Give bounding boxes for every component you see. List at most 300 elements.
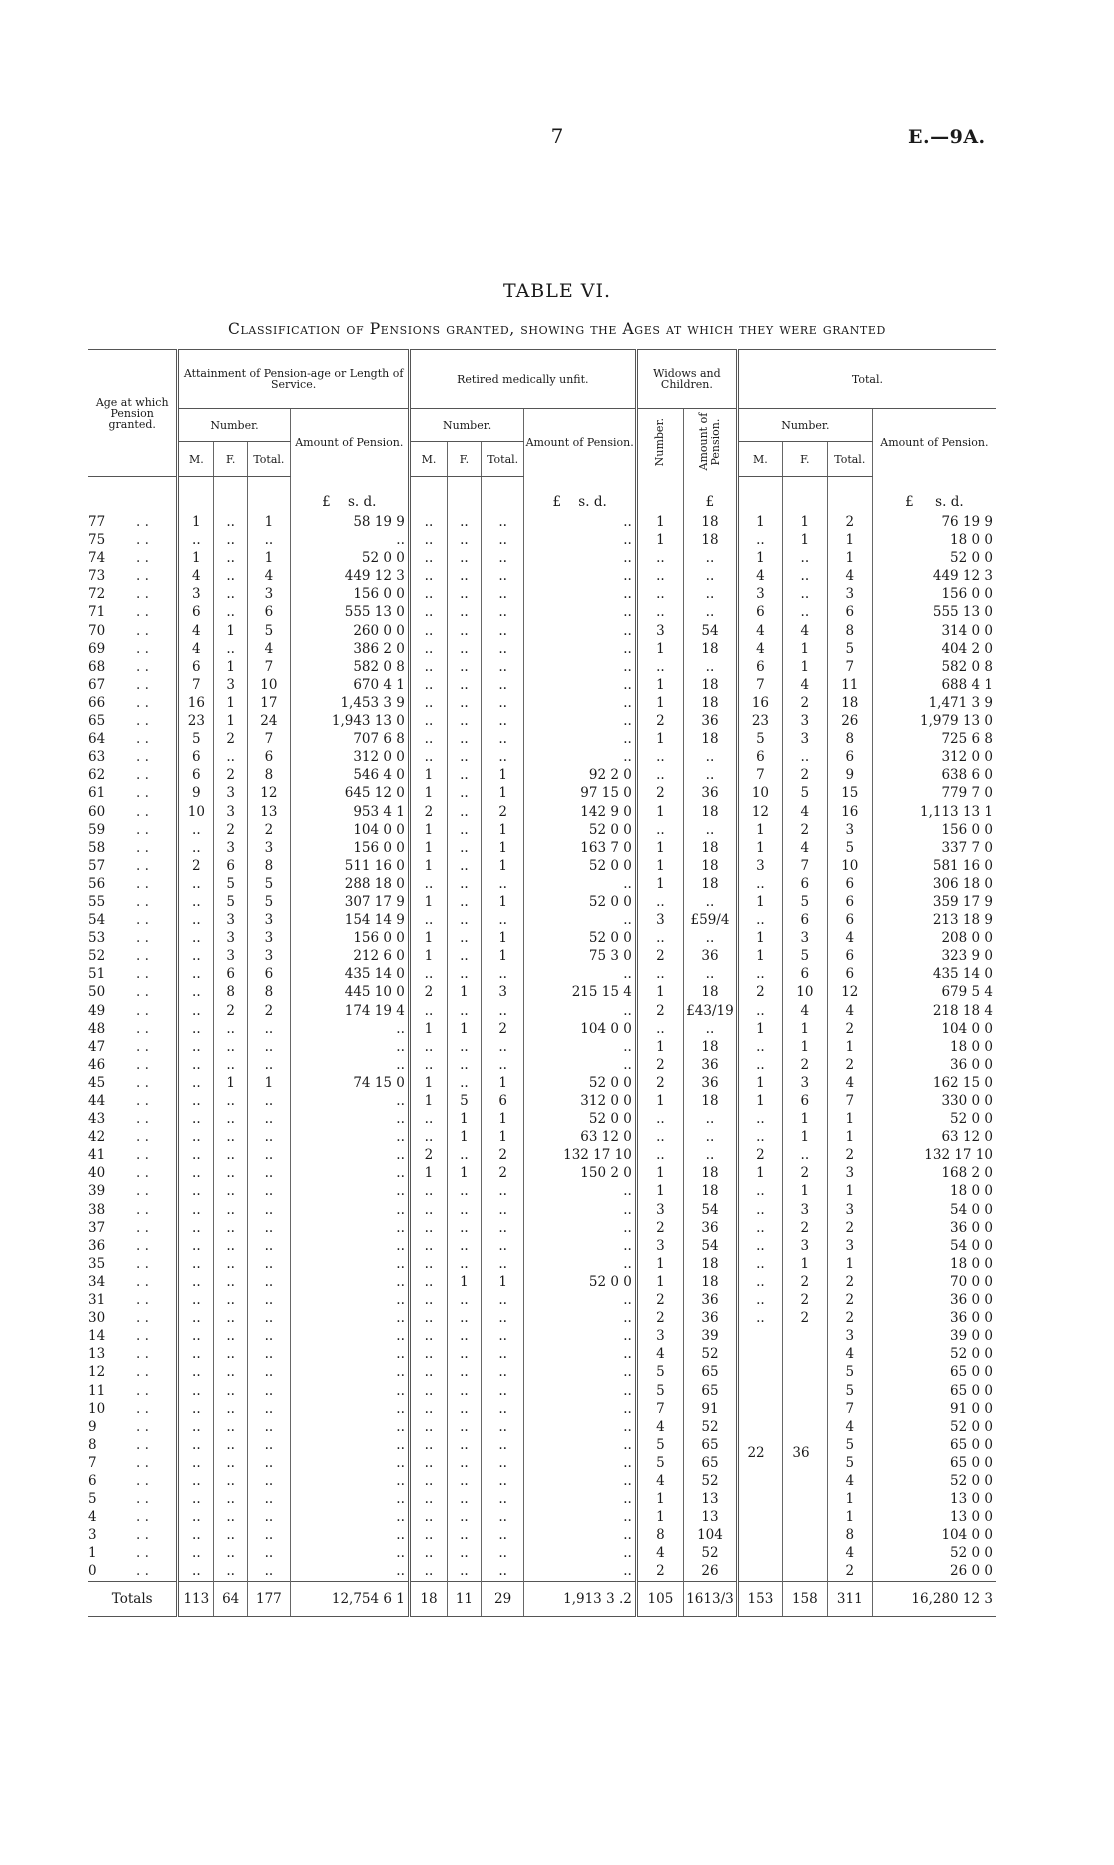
table-cell: 1	[481, 929, 524, 947]
table-cell: 1	[636, 1092, 683, 1110]
table-row	[88, 965, 996, 983]
table-cell: ..	[214, 1309, 248, 1327]
table-cell: ..	[248, 1327, 291, 1345]
table-cell: ..	[481, 1363, 524, 1381]
table-cell: ..	[481, 1418, 524, 1436]
table-row	[88, 1056, 996, 1074]
table-cell: 4	[827, 1074, 872, 1092]
table-cell: ..	[178, 1273, 214, 1291]
table-cell: 36	[684, 1309, 738, 1327]
table-cell: 3	[214, 784, 248, 802]
table-cell: 1	[827, 1490, 872, 1508]
table-cell: 10	[782, 983, 827, 1001]
table-cell: 1	[409, 893, 447, 911]
table-cell: ..	[684, 766, 738, 784]
table-cell: 2	[827, 1309, 872, 1327]
table-row	[88, 1382, 996, 1400]
total-f-header: F.	[782, 442, 827, 477]
table-row	[88, 1038, 996, 1056]
table-cell: 12	[248, 784, 291, 802]
table-cell: 1,453 3 9	[290, 694, 409, 712]
table-cell: 4	[737, 622, 782, 640]
table-cell: 1	[782, 640, 827, 658]
table-cell: 1	[448, 1164, 482, 1182]
table-cell: ..	[214, 1128, 248, 1146]
table-cell: 2	[782, 766, 827, 784]
table-cell: 36 0 0	[950, 1056, 993, 1073]
table-cell: 2	[827, 1219, 872, 1237]
table-cell: 6	[214, 965, 248, 983]
table-cell: 75 3 0	[524, 947, 636, 965]
totals-cell: 105	[636, 1581, 683, 1616]
table-cell: ..	[737, 1255, 782, 1273]
table-cell: ..	[290, 1345, 409, 1363]
table-cell: 3	[481, 983, 524, 1001]
table-cell: ..	[448, 1309, 482, 1327]
table-cell: ..	[448, 1038, 482, 1056]
table-cell: ..	[636, 549, 683, 567]
table-cell: ..	[248, 1490, 291, 1508]
table-cell: ..	[248, 1146, 291, 1164]
table-cell: 8	[248, 766, 291, 784]
table-cell: 18	[684, 1092, 738, 1110]
table-cell: ..	[409, 585, 447, 603]
table-cell: 6	[248, 748, 291, 766]
table-cell: 65	[684, 1382, 738, 1400]
table-cell: 3	[827, 821, 872, 839]
table-row	[88, 821, 996, 839]
table-cell: 2	[827, 1273, 872, 1291]
table-cell: ..	[214, 1201, 248, 1219]
table-cell: 1	[737, 893, 782, 911]
table-cell: 156 0 0	[290, 839, 409, 857]
table-cell: ..	[290, 1291, 409, 1309]
table-cell: 3	[782, 730, 827, 748]
table-row	[88, 1164, 996, 1182]
table-cell: 555 13 0	[932, 604, 993, 621]
table-cell	[737, 1562, 782, 1581]
table-cell: 150 2 0	[524, 1164, 636, 1182]
table-cell: ..	[409, 1562, 447, 1581]
table-cell	[782, 1526, 827, 1544]
table-cell: ..	[214, 549, 248, 567]
table-cell: ..	[684, 549, 738, 567]
age-cell: 52 . .	[88, 947, 178, 965]
table-row	[88, 1345, 996, 1363]
table-cell: ..	[290, 1219, 409, 1237]
table-cell	[737, 1345, 782, 1363]
table-cell: ..	[524, 712, 636, 730]
table-cell: 1	[636, 531, 683, 549]
table-cell: 4	[782, 622, 827, 640]
table-cell: 5	[827, 1436, 872, 1454]
table-cell: 18	[684, 640, 738, 658]
table-cell: ..	[409, 1110, 447, 1128]
table-cell: ..	[636, 1020, 683, 1038]
table-cell: ..	[214, 1508, 248, 1526]
table-cell: 2	[827, 1056, 872, 1074]
table-cell: ..	[481, 622, 524, 640]
table-cell: 52	[684, 1544, 738, 1562]
table-cell: 3	[827, 585, 872, 603]
table-cell: 91	[684, 1400, 738, 1418]
table-cell: ..	[178, 965, 214, 983]
table-cell: ..	[448, 694, 482, 712]
table-cell: ..	[684, 567, 738, 585]
table-cell: ..	[409, 531, 447, 549]
age-cell: 4 . .	[88, 1508, 178, 1526]
table-cell: 4	[737, 567, 782, 585]
table-row	[88, 513, 996, 531]
table-cell: ..	[737, 1291, 782, 1309]
table-row	[88, 784, 996, 802]
table-cell: ..	[782, 567, 827, 585]
table-cell: 1	[782, 1255, 827, 1273]
table-cell: 1	[782, 1182, 827, 1200]
table-cell: 7	[248, 658, 291, 676]
table-cell: ..	[448, 1201, 482, 1219]
table-cell: 2	[737, 1146, 782, 1164]
age-cell: 72 . .	[88, 585, 178, 603]
table-row	[88, 567, 996, 585]
table-cell: ..	[481, 1237, 524, 1255]
table-cell: 2	[827, 513, 872, 531]
table-cell	[782, 1472, 827, 1490]
table-cell: ..	[178, 1472, 214, 1490]
table-cell: 52	[684, 1418, 738, 1436]
table-cell: 9	[827, 766, 872, 784]
table-cell: ..	[409, 1436, 447, 1454]
totals-cell: 1,913 3 .2	[524, 1581, 636, 1616]
table-cell: ..	[684, 1020, 738, 1038]
table-cell: 6	[178, 658, 214, 676]
table-cell: ..	[409, 1327, 447, 1345]
table-cell: 218 18 4	[932, 1002, 993, 1019]
table-cell: 5	[782, 784, 827, 802]
table-cell: ..	[214, 1219, 248, 1237]
age-cell: 41 . .	[88, 1146, 178, 1164]
table-cell: ..	[290, 1418, 409, 1436]
table-body	[88, 477, 996, 1582]
total-m-header: M.	[737, 442, 782, 477]
table-cell: 4	[636, 1472, 683, 1490]
table-cell: 1	[782, 1020, 827, 1038]
table-cell: 312 0 0	[290, 748, 409, 766]
table-cell: 52 0 0	[524, 893, 636, 911]
table-cell: ..	[524, 531, 636, 549]
table-cell: ..	[448, 1363, 482, 1381]
age-cell: 45 . .	[88, 1074, 178, 1092]
table-cell: 18	[684, 730, 738, 748]
table-cell: ..	[248, 1526, 291, 1544]
table-cell: ..	[214, 513, 248, 531]
table-cell: 1	[737, 1020, 782, 1038]
table-cell: ..	[178, 1182, 214, 1200]
table-cell: 4	[827, 1472, 872, 1490]
total-number-header: Number.	[737, 409, 872, 442]
table-cell: 6	[782, 911, 827, 929]
table-cell: ..	[524, 549, 636, 567]
table-cell: ..	[290, 1562, 409, 1581]
table-cell: 1	[636, 1038, 683, 1056]
table-cell: 65 0 0	[950, 1382, 993, 1399]
table-cell: 63 12 0	[941, 1129, 993, 1146]
table-cell: ..	[248, 1056, 291, 1074]
table-row	[88, 1092, 996, 1110]
table-cell: 2	[782, 821, 827, 839]
table-cell: 4	[782, 803, 827, 821]
table-cell: 1	[636, 1490, 683, 1508]
table-cell: ..	[481, 712, 524, 730]
table-cell: ..	[481, 911, 524, 929]
table-cell: 2	[737, 983, 782, 1001]
table-cell: 312 0 0	[524, 1092, 636, 1110]
table-cell: 312 0 0	[941, 749, 993, 766]
table-cell: ..	[636, 929, 683, 947]
table-row	[88, 531, 996, 549]
table-cell: ..	[290, 1164, 409, 1182]
table-cell: ..	[737, 1056, 782, 1074]
totals-cell: 158	[782, 1581, 827, 1616]
table-cell: 707 6 8	[290, 730, 409, 748]
table-cell	[782, 1382, 827, 1400]
table-cell: 17	[248, 694, 291, 712]
table-cell: 5	[248, 875, 291, 893]
table-row	[88, 622, 996, 640]
age-cell: 48 . .	[88, 1020, 178, 1038]
table-cell: ..	[684, 585, 738, 603]
age-cell: 30 . .	[88, 1309, 178, 1327]
bracket-f-value: 36	[792, 1445, 810, 1462]
table-cell: 3	[782, 929, 827, 947]
table-cell: ..	[409, 1291, 447, 1309]
table-cell: ..	[448, 1056, 482, 1074]
age-cell: 57 . .	[88, 857, 178, 875]
table-cell: 1	[409, 784, 447, 802]
table-cell: ..	[409, 1128, 447, 1146]
table-cell: 52 0 0	[524, 1074, 636, 1092]
table-cell: 1	[827, 1128, 872, 1146]
table-cell: 4	[248, 567, 291, 585]
table-cell: 36	[684, 784, 738, 802]
table-cell: ..	[409, 640, 447, 658]
table-cell: 8	[214, 983, 248, 1001]
table-cell: 1	[636, 1255, 683, 1273]
table-cell: ..	[178, 1562, 214, 1581]
table-cell: ..	[636, 965, 683, 983]
table-cell: ..	[178, 1128, 214, 1146]
table-cell: 4	[178, 622, 214, 640]
table-cell: ..	[178, 983, 214, 1001]
table-cell: 6	[827, 748, 872, 766]
table-row	[88, 1363, 996, 1381]
age-cell: 47 . .	[88, 1038, 178, 1056]
table-cell: ..	[481, 1309, 524, 1327]
table-cell: ..	[636, 766, 683, 784]
table-cell: 36	[684, 712, 738, 730]
table-cell: 168 2 0	[941, 1165, 993, 1182]
table-cell: ..	[214, 1363, 248, 1381]
table-cell: 2	[782, 1291, 827, 1309]
table-cell: ..	[409, 658, 447, 676]
age-cell: 54 . .	[88, 911, 178, 929]
table-cell: ..	[214, 1255, 248, 1273]
table-cell: ..	[214, 1436, 248, 1454]
table-cell: ..	[481, 585, 524, 603]
table-cell: 6	[737, 748, 782, 766]
table-cell: ..	[448, 1327, 482, 1345]
table-cell: ..	[448, 748, 482, 766]
table-cell: 18 0 0	[950, 1183, 993, 1200]
table-cell: 26 0 0	[950, 1563, 993, 1580]
table-cell: ..	[481, 567, 524, 585]
table-cell: 8	[827, 730, 872, 748]
table-cell: ..	[782, 748, 827, 766]
table-cell: 1	[481, 947, 524, 965]
table-cell: 36	[684, 947, 738, 965]
table-cell: 1	[737, 549, 782, 567]
table-cell: ..	[448, 567, 482, 585]
age-cell: 6 . .	[88, 1472, 178, 1490]
age-cell: 71 . .	[88, 603, 178, 621]
table-cell: 2	[636, 1056, 683, 1074]
table-cell: 3	[827, 1201, 872, 1219]
table-cell: ..	[178, 1038, 214, 1056]
table-cell: 70 0 0	[950, 1273, 993, 1290]
table-cell: ..	[214, 1182, 248, 1200]
table-cell: 13 0 0	[950, 1491, 993, 1508]
table-cell: 449 12 3	[932, 568, 993, 585]
table-cell: ..	[448, 1219, 482, 1237]
table-cell: ..	[524, 1382, 636, 1400]
table-cell: 2	[636, 947, 683, 965]
table-cell: ..	[214, 1291, 248, 1309]
table-cell: 52	[684, 1472, 738, 1490]
table-cell: ..	[409, 1400, 447, 1418]
table-cell: ..	[409, 911, 447, 929]
table-cell: 2	[636, 1562, 683, 1581]
table-cell: ..	[290, 1309, 409, 1327]
table-cell: ..	[409, 1182, 447, 1200]
table-cell: ..	[248, 1038, 291, 1056]
table-cell: ..	[178, 1255, 214, 1273]
table-cell: ..	[290, 1454, 409, 1472]
table-cell: 6	[827, 911, 872, 929]
table-cell: 18	[684, 983, 738, 1001]
table-cell: ..	[409, 676, 447, 694]
table-row	[88, 1490, 996, 1508]
totals-row	[88, 1581, 996, 1616]
total-group-header: Total.	[737, 350, 996, 409]
table-cell	[782, 1345, 827, 1363]
table-cell: 3	[248, 585, 291, 603]
table-cell: 52 0 0	[290, 549, 409, 567]
table-cell: ..	[636, 567, 683, 585]
table-cell: 2	[636, 1309, 683, 1327]
table-row	[88, 1544, 996, 1562]
age-cell: 14 . .	[88, 1327, 178, 1345]
table-cell: 104	[684, 1526, 738, 1544]
table-cell: 5	[827, 1382, 872, 1400]
table-cell: 3	[636, 1327, 683, 1345]
table-cell: ..	[448, 1436, 482, 1454]
table-cell: 18	[684, 1182, 738, 1200]
retired-units: £ s. d.	[524, 491, 636, 513]
table-row	[88, 983, 996, 1001]
table-cell	[737, 1472, 782, 1490]
table-cell: 2	[782, 1219, 827, 1237]
table-cell: ..	[290, 1544, 409, 1562]
table-cell: 3	[636, 1201, 683, 1219]
table-cell: 5	[782, 893, 827, 911]
table-cell: ..	[684, 603, 738, 621]
table-cell: ..	[214, 1454, 248, 1472]
age-cell: 37 . .	[88, 1219, 178, 1237]
table-cell: 65 0 0	[950, 1454, 993, 1471]
table-cell: 511 16 0	[290, 857, 409, 875]
table-cell: ..	[448, 1400, 482, 1418]
retired-m-header: M.	[409, 442, 447, 477]
table-cell: 52 0 0	[950, 1545, 993, 1562]
table-cell: ..	[524, 694, 636, 712]
table-cell: 1	[481, 893, 524, 911]
table-cell: ..	[248, 1544, 291, 1562]
table-cell: 1	[214, 658, 248, 676]
table-cell: 779 7 0	[941, 785, 993, 802]
table-row	[88, 875, 996, 893]
table-cell: 6	[782, 875, 827, 893]
table-cell: 12	[827, 983, 872, 1001]
table-cell: ..	[782, 585, 827, 603]
table-cell: 3	[248, 947, 291, 965]
table-cell: ..	[178, 1201, 214, 1219]
table-cell: 3	[782, 1237, 827, 1255]
table-cell: 5	[636, 1436, 683, 1454]
table-cell: 1	[782, 513, 827, 531]
table-footer	[88, 1581, 996, 1616]
table-cell: 5	[636, 1382, 683, 1400]
attainment-m-header: M.	[178, 442, 214, 477]
table-cell: 6	[782, 965, 827, 983]
totals-cell: 64	[214, 1581, 248, 1616]
table-cell: ..	[214, 603, 248, 621]
table-cell: 7	[248, 730, 291, 748]
table-cell: ..	[214, 640, 248, 658]
table-cell: 54 0 0	[950, 1201, 993, 1218]
table-cell: 1	[636, 676, 683, 694]
table-cell: 26	[684, 1562, 738, 1581]
table-cell: ..	[448, 1490, 482, 1508]
table-cell: ..	[448, 549, 482, 567]
table-cell: ..	[524, 1255, 636, 1273]
table-cell: ..	[409, 1454, 447, 1472]
table-cell: 7	[737, 766, 782, 784]
table-cell: ..	[481, 1454, 524, 1472]
table-cell	[782, 1544, 827, 1562]
table-cell: 12	[737, 803, 782, 821]
table-cell: ..	[448, 1526, 482, 1544]
totals-cell: 177	[248, 1581, 291, 1616]
table-row	[88, 803, 996, 821]
table-cell: 10	[178, 803, 214, 821]
table-cell: ..	[448, 1345, 482, 1363]
table-cell: 670 4 1	[290, 676, 409, 694]
table-cell: 1	[782, 1038, 827, 1056]
table-row	[88, 585, 996, 603]
table-row	[88, 1146, 996, 1164]
table-cell: ..	[290, 1128, 409, 1146]
table-cell: 7	[737, 676, 782, 694]
